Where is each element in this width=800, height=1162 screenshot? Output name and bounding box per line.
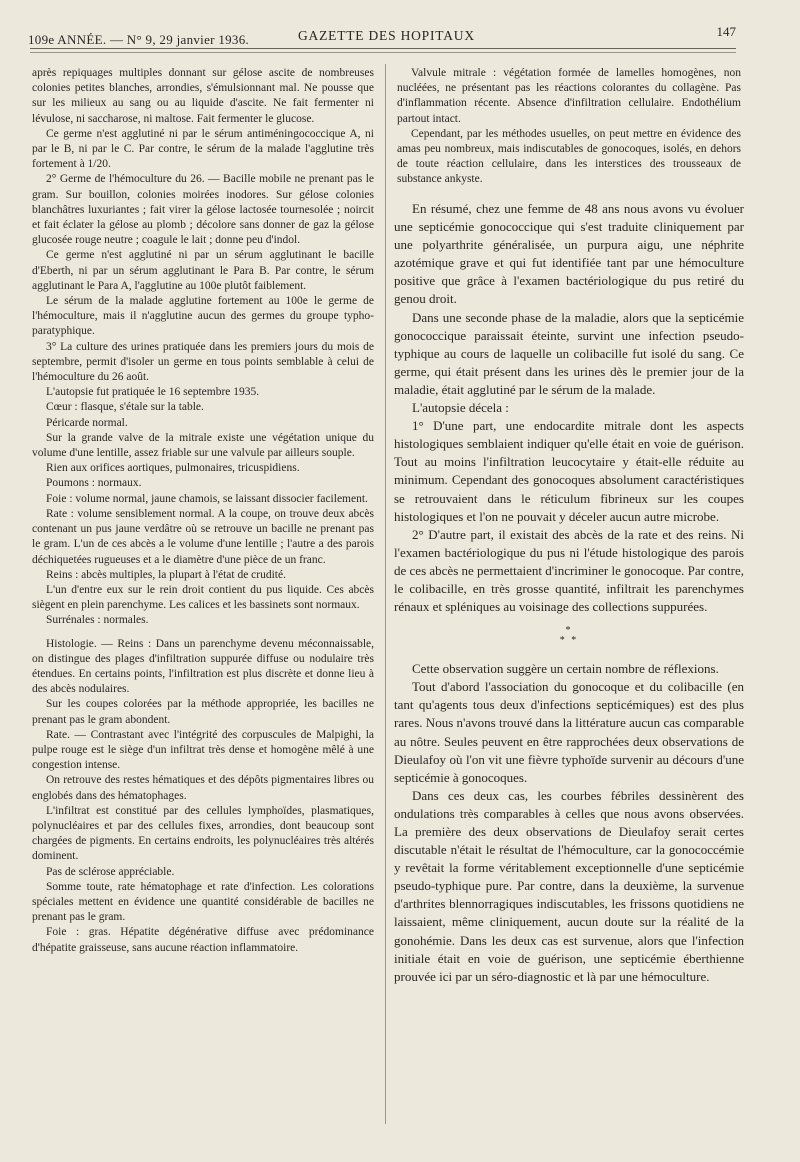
- section-gap: [32, 629, 374, 637]
- left-paragraph: après repiquages multiples donnant sur gélose ascite de nombreuses colonies petites blanches, arrondies, s'émulsionnant mal. Ne pousse que sur les milieux au sang ou au liquide d'ascite. Ne fait fermenter ni lévulose, ni saccharose, ni maltose. Fait fermenter le glucose.: [32, 67, 374, 125]
- left-paragraph: Rate. — Contrastant avec l'intégrité des corpuscules de Malpighi, la pulpe rouge est le siège d'un infiltrat très dense et homogène mêlé à une congestion intense.: [32, 728, 374, 772]
- left-paragraph: Rien aux orifices aortiques, pulmonaires, tricuspidiens.: [46, 462, 300, 475]
- summary-paragraph: 2° D'autre part, il existait des abcès de la rate et des reins. Ni l'examen bactériologique du pus ni l'étude histologique des parois de ces abcès ne permettaient d'incriminer le gonocoque. Par contre, le colibacille, en très grosse quantité, infiltrait les parenchymes rénaux et spléniques au voisinage des collections suppurées.: [394, 526, 744, 615]
- left-paragraph: Ce germe n'est agglutiné ni par le sérum antiméningococcique A, ni par le B, ni par le C. Par contre, le sérum de la malade l'agglutine très fortement à 1/20.: [32, 127, 374, 171]
- page-number: 147: [716, 24, 736, 39]
- left-paragraph: Ce germe n'est agglutiné ni par un sérum agglutinant le bacille d'Eberth, ni par un sérum agglutinant le Para B. Par contre, le sérum agglutinant le Para A, l'agglutine au 100e plutôt faiblement.: [32, 249, 374, 292]
- left-paragraph: 2° Germe de l'hémoculture du 26. — Bacille mobile ne prenant pas le gram. Sur bouillon, colonies moirées inodores. Sur gélose colonies blanchâtres luxuriantes ; fait virer la gélose lactosée tournesolée ; noircit et fait éclater la gélose au plomb ; décolore sans donner de gaz la gélose glucosée rouge neutre ; coagule le lait ; donne peu d'indol.: [32, 173, 374, 247]
- left-paragraph: Sur les coupes colorées par la méthode appropriée, les bacilles ne prenant pas le gram abondent.: [32, 698, 374, 726]
- right-top-paragraph: Cependant, par les méthodes usuelles, on peut mettre en évidence des amas peu nombreux, mais indiscutables de gonocoques, isolés, en dehors de toute réaction cellulaire, dans les interstices des trousseaux de substance ankyste.: [397, 127, 741, 186]
- left-paragraph: L'autopsie fut pratiquée le 16 septembre 1935.: [46, 386, 260, 399]
- asterism-bottom: * *: [559, 635, 579, 647]
- discussion-paragraph: Cette observation suggère un certain nombre de réflexions.: [412, 661, 719, 677]
- left-paragraph: On retrouve des restes hématiques et des dépôts pigmentaires libres ou englobés dans des hématophages.: [32, 774, 374, 802]
- left-paragraph: Somme toute, rate hématophage et rate d'infection. Les colorations spéciales mettent en évidence une quantité considérable de bacilles ne prenant pas le gram.: [32, 880, 374, 924]
- discussion-paragraph: Tout d'abord l'association du gonocoque et du colibacille (en tant qu'agents tous deux d'infections septicémiques) est des plus rares. Nous n'avons trouvé dans la littérature aucun cas comparable au nôtre. Seules peuvent en être rapprochées deux observations de Dieulafoy où l'on vit une fièvre typhoïde survenir au décours d'une septicémie à gonocoques.: [394, 679, 744, 785]
- discussion-paragraph: Dans ces deux cas, les courbes fébriles dessinèrent des ondulations très comparables à celles que nous avons observées. La première des deux observations de Dieulafoy serait certes discutable n'était le résultat de l'hémoculture, car la gonococcémie y revêtait la forme véritablement exceptionnelle d'une septicémie pseudo-typhique pure. Par contre, dans la deuxième, la survenue d'arthrites blennorragiques indiscutables, les frissons quotidiens ne laissaient, même cliniquement, aucun doute sur la réalité de la gonohémie. Dans les deux cas est survenue, alors que l'infection initiale était en voie de guérison, une septicémie éberthienne prouvée ici par un séro-diagnostic et là par une hémoculture.: [394, 787, 744, 984]
- left-paragraph: Le sérum de la malade agglutine fortement au 100e le germe de l'hémoculture, mais il n'agglutine aucun des germes du groupe typho-paratyphique.: [32, 295, 374, 338]
- section-asterism: [394, 626, 744, 646]
- right-column-top: [397, 66, 741, 196]
- asterism-top: *: [565, 625, 573, 637]
- left-paragraph: L'un d'entre eux sur le rein droit contient du pus liquide. Ces abcès siègent en plein parenchyme. Les calices et les bassinets sont normaux.: [32, 583, 374, 612]
- left-paragraph: L'infiltrat est constitué par des cellules lymphoïdes, plasmatiques, polynucléaires et par des cellules fixes, arrondies, dont beaucoup sont chargées de pigments. En certains endroits, les polynucléaires très altérés dominent.: [32, 804, 374, 863]
- header-rule: [30, 48, 736, 49]
- summary-paragraph: L'autopsie décela :: [412, 400, 509, 416]
- left-paragraph: Cœur : flasque, s'étale sur la table.: [46, 401, 204, 414]
- left-paragraph: Poumons : normaux.: [46, 477, 142, 490]
- summary-paragraph: 1° D'une part, une endocardite mitrale dont les aspects histologiques semblaient indiquer qu'elle était en voie de guérison. Tout au moins l'infiltration leucocytaire y était-elle réduite au minimum. Cependant des gonocoques absolument caractéristiques se retrouvaient dans le réticulum fibrineux sur les coupes histologiques et l'on ne pouvait y déceler aucun autre microbe.: [394, 418, 744, 524]
- summary-paragraph: En résumé, chez une femme de 48 ans nous avons vu évoluer une septicémie gonococcique qui s'est traduite cliniquement par une polyarthrite généralisée, un purpura aigu, une néphrite azotémique grave et qui fut identifiée tant par une hémoculture positive que grâce à l'examen bactériologique du pus retiré du genou droit.: [394, 201, 744, 307]
- left-paragraph: Histologie. — Reins : Dans un parenchyme devenu méconnaissable, on distingue des plages d'infiltration suppurée diffuse ou nodulaire très étendues. En certains points, l'infiltration est plus discrète et donne lieu à des abcès nodulaires.: [32, 637, 374, 696]
- left-column: [32, 66, 374, 1126]
- left-paragraph: Rate : volume sensiblement normal. A la coupe, on trouve deux abcès contenant un pus jaune verdâtre où se retrouve un bacille ne prenant pas le gram. L'un de ces abcès a le volume d'une lentille ; l'autre a des parois déchiquetées rugueuses et a le diamètre d'une pièce de un franc.: [32, 507, 374, 566]
- left-paragraph: Reins : abcès multiples, la plupart à l'état de crudité.: [46, 568, 286, 581]
- left-paragraph: Pas de sclérose appréciable.: [46, 865, 175, 878]
- left-paragraph: Péricarde normal.: [46, 416, 128, 429]
- left-paragraph: Foie : gras. Hépatite dégénérative diffuse avec prédominance d'hépatite graisseuse, sans aucune réaction inflammatoire.: [32, 926, 374, 954]
- right-top-paragraph: Valvule mitrale : végétation formée de lamelles homogènes, non nucléées, ne présentant pas les réactions colorantes du collagène. Pas d'inflammation récente. Absence d'infiltration cellulaire. Endothélium partout intact.: [397, 67, 741, 125]
- left-paragraph: Foie : volume normal, jaune chamois, se laissant dissocier facilement.: [46, 492, 368, 505]
- right-column-bottom: [394, 200, 744, 1120]
- summary-paragraph: Dans une seconde phase de la maladie, alors que la septicémie gonococcique paraissait éteinte, survint une infection pseudo-typhique au cours de laquelle un colibacille fut isolé du sang. Ce germe, qui était présent dans les urines dès le premier jour de la maladie, était agglutiné par le sérum de la malade.: [394, 309, 744, 397]
- header-rule-secondary: [30, 52, 736, 53]
- issue-line: 109e ANNÉE. — N° 9, 29 janvier 1936.: [28, 32, 250, 47]
- left-paragraph: 3° La culture des urines pratiquée dans les premiers jours du mois de septembre, permit d'isoler un germe en tous points semblable à celui de l'hémoculture du 26 août.: [32, 340, 374, 384]
- column-divider: [385, 64, 386, 1124]
- left-paragraph: Sur la grande valve de la mitrale existe une végétation unique du volume d'une lentille, assez friable sur une valvule par ailleurs souple.: [32, 431, 374, 460]
- journal-title: GAZETTE DES HOPITAUX: [298, 28, 475, 43]
- left-paragraph: Surrénales : normales.: [46, 614, 149, 627]
